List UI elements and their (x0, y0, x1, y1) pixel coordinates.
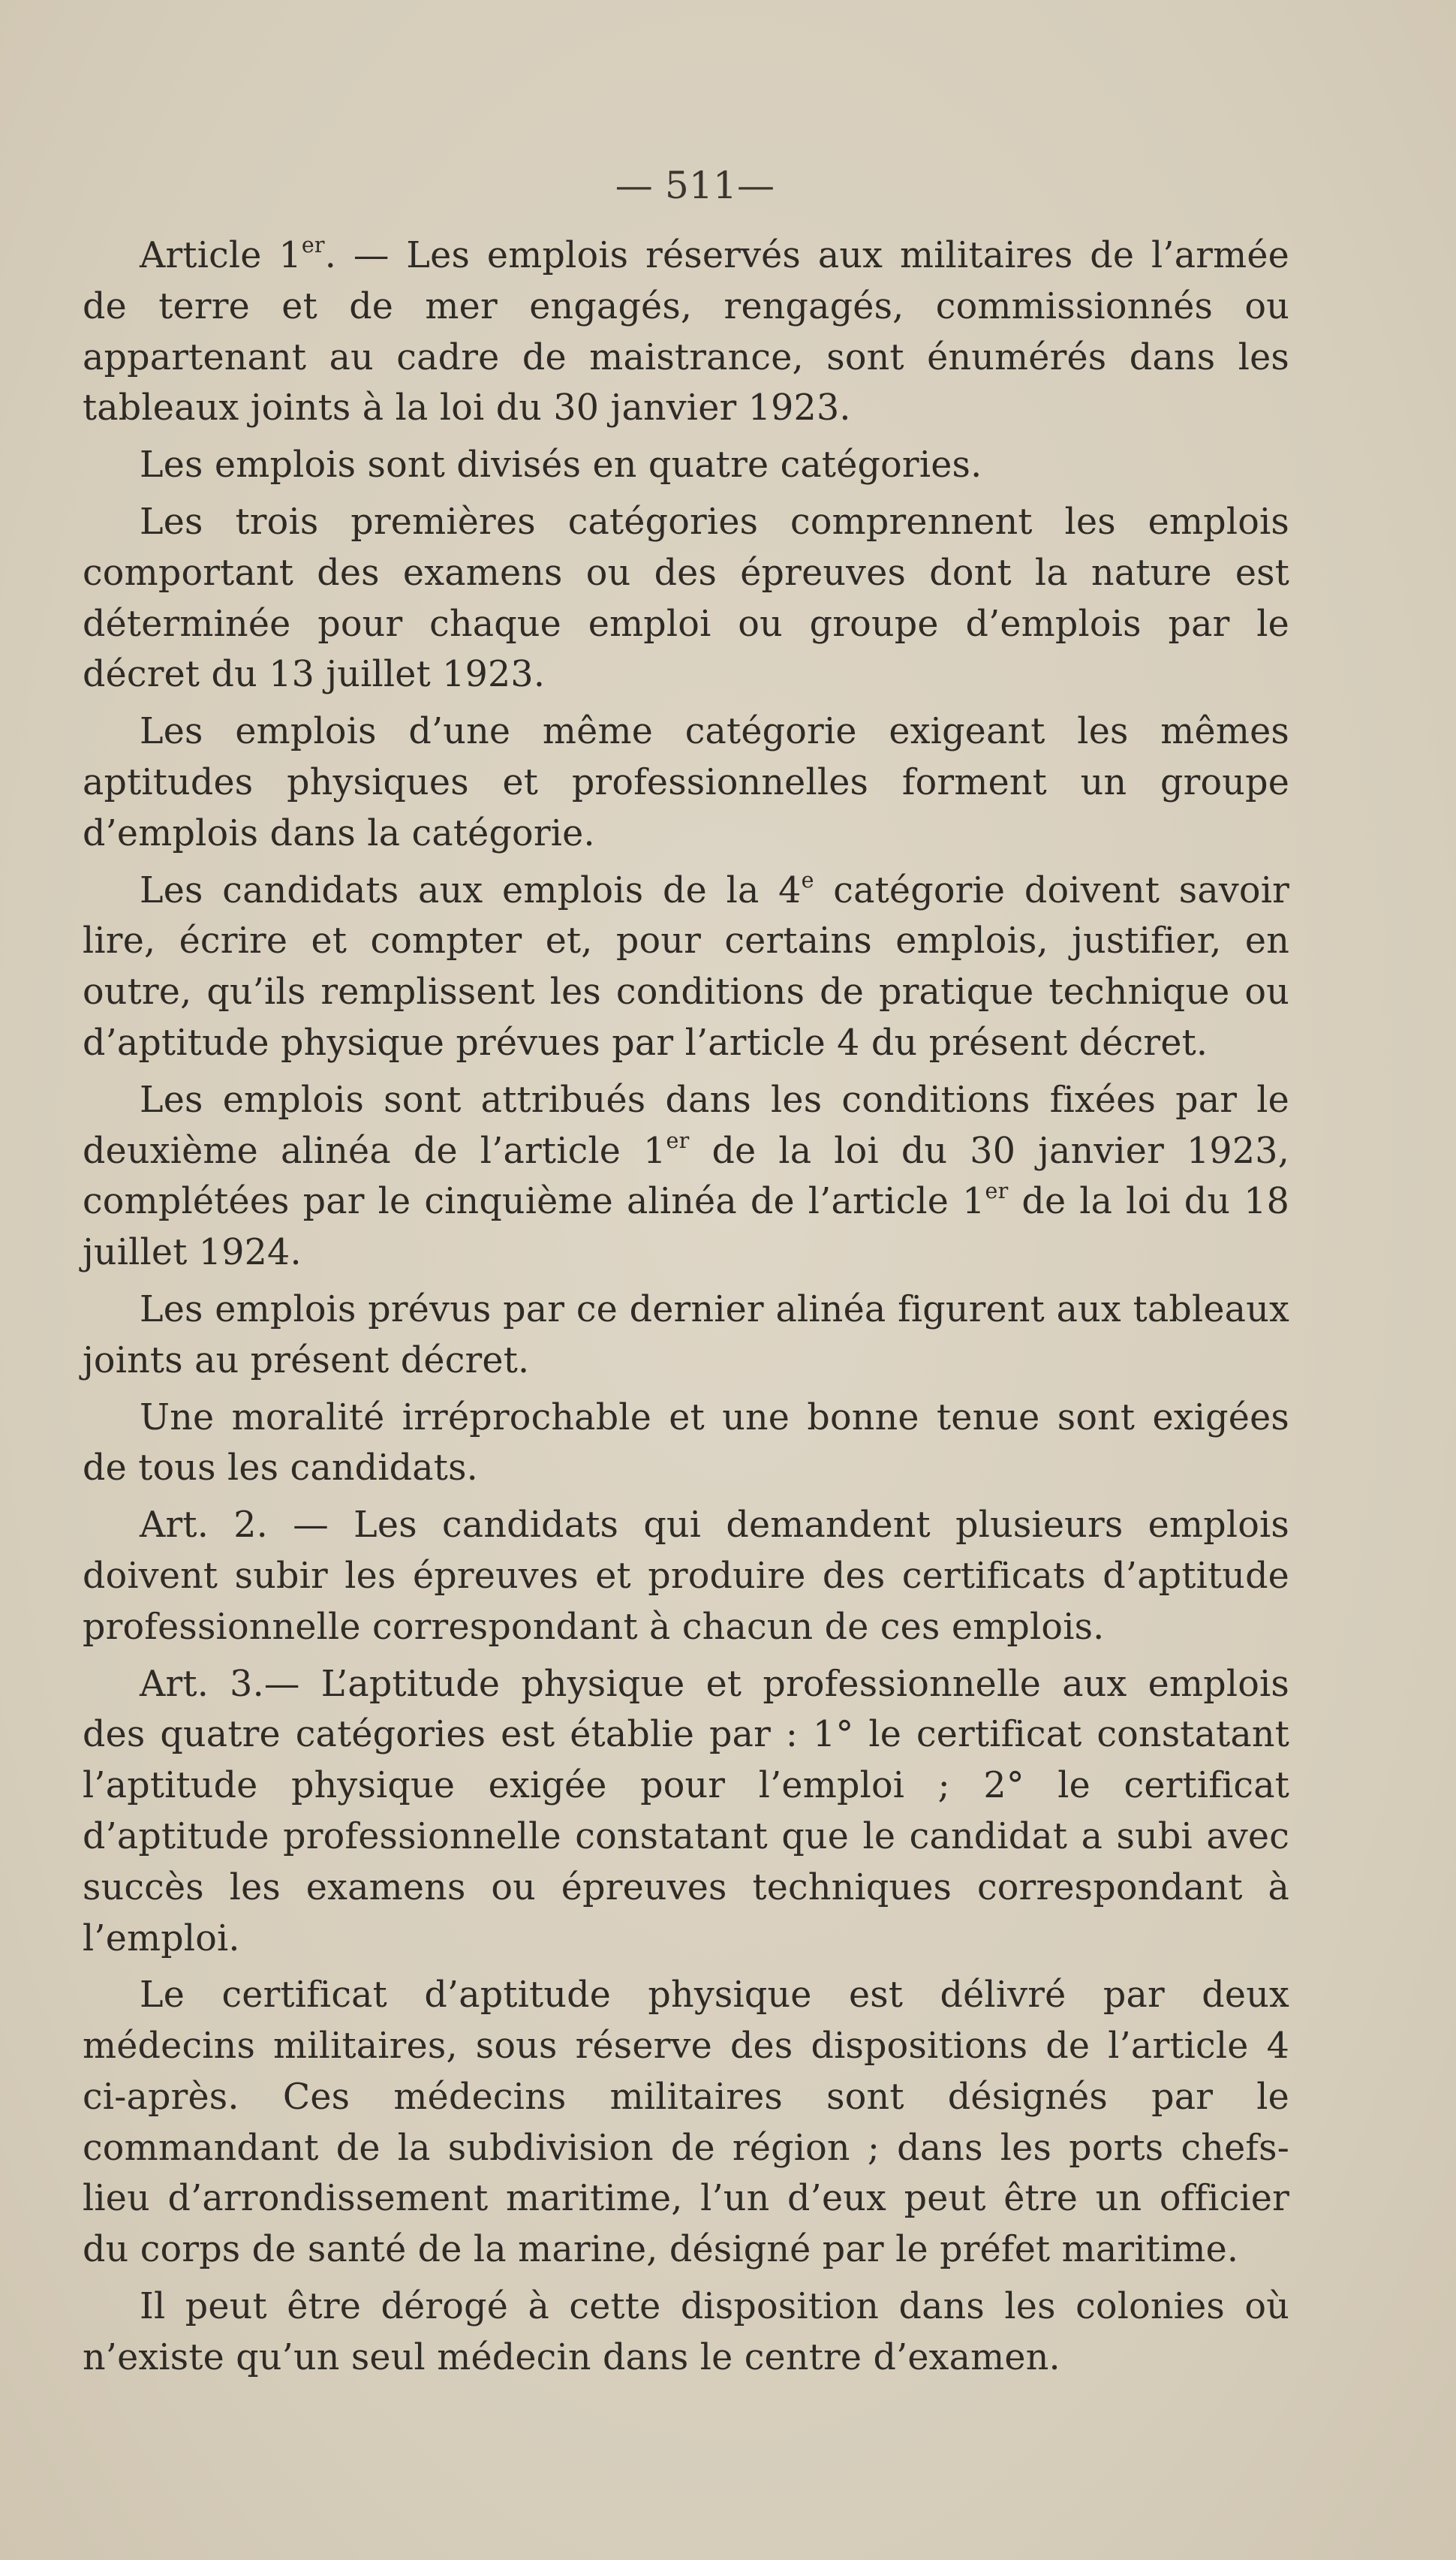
superscript: e (801, 867, 814, 893)
paragraph (83, 1075, 1289, 1278)
superscript: er (985, 1179, 1009, 1204)
paragraph-article-3: Art. 3.— L’aptitude physique et professionnelle aux emplois des quatre catégories est établie par : 1° le certificat constatant l’aptitude physique exigée pour l’emploi ; 2° le certificat d’aptitude professionnelle constatant que le candidat a subi avec succès les examens ou épreuves techniques correspondant à l’emploi. (83, 1663, 1289, 1959)
paragraph: Une moralité irréprochable et une bonne tenue sont exigées de tous les candidats. (83, 1396, 1289, 1489)
paragraph-text: de la loi du 18 juillet 1924. (83, 1181, 1289, 1274)
paragraph: Les emplois sont divisés en quatre catégories. (140, 444, 982, 486)
paragraph-article-1 (83, 230, 1289, 434)
paragraph-text: de la loi du 30 janvier 1923, complétées par le cinquième alinéa de l’article 1 (83, 1130, 1289, 1223)
paragraph: Les trois premières catégories comprennent les emplois comportant des examens ou des épreuves dont la nature est déterminée pour chaque emploi ou groupe d’emplois par le décret du 13 juillet 1923. (83, 501, 1289, 696)
paragraph-text: Les candidats aux emplois de la 4 (140, 869, 802, 911)
article-1-heading: Article 1 (140, 235, 302, 276)
paragraph: Les emplois d’une même catégorie exigeant les mêmes aptitudes physiques et professionnelles forment un groupe d’emplois dans la catégorie. (83, 711, 1289, 854)
paragraph-article-2: Art. 2. — Les candidats qui demandent plusieurs emplois doivent subir les épreuves et produire des certificats d’aptitude professionnelle correspondant à chacun de ces emplois. (83, 1504, 1289, 1648)
paragraph: Les emplois prévus par ce dernier alinéa figurent aux tableaux joints au présent décret. (83, 1288, 1289, 1381)
paragraph: Le certificat d’aptitude physique est délivré par deux médecins militaires, sous réserve des dispositions de l’article 4 ci-après. Ces médecins militaires sont désignés par le commandant de la subdivision de région ; dans les ports chefs-lieu d’arrondissement maritime, l’un d’eux peut être un officier du corps de santé de la marine, désigné par le préfet maritime. (83, 1974, 1289, 2271)
paragraph-text: catégorie doivent savoir lire, écrire et compter et, pour certains emplois, justifier, en outre, qu’ils remplissent les conditions de pratique technique ou d’aptitude physique prévues par l’article 4 du présent décret. (83, 869, 1289, 1064)
paragraph-text: Les emplois sont attribués dans les conditions fixées par le deuxième alinéa de l’article 1 (83, 1079, 1289, 1172)
page-number: — 511— (615, 164, 775, 207)
paragraph-text: . — Les emplois réservés aux militaires de l’armée de terre et de mer engagés, rengagés, commissionnés ou appartenant au cadre de maistrance, sont énumérés dans les tableaux joints à la loi du 30 janvier 1923. (83, 235, 1289, 429)
paragraph: Il peut être dérogé à cette disposition dans les colonies où n’existe qu’un seul médecin dans le centre d’examen. (83, 2286, 1289, 2378)
superscript: er (301, 233, 325, 258)
paragraph (83, 866, 1289, 1069)
page-text (83, 161, 1289, 2390)
superscript: er (666, 1128, 690, 1153)
